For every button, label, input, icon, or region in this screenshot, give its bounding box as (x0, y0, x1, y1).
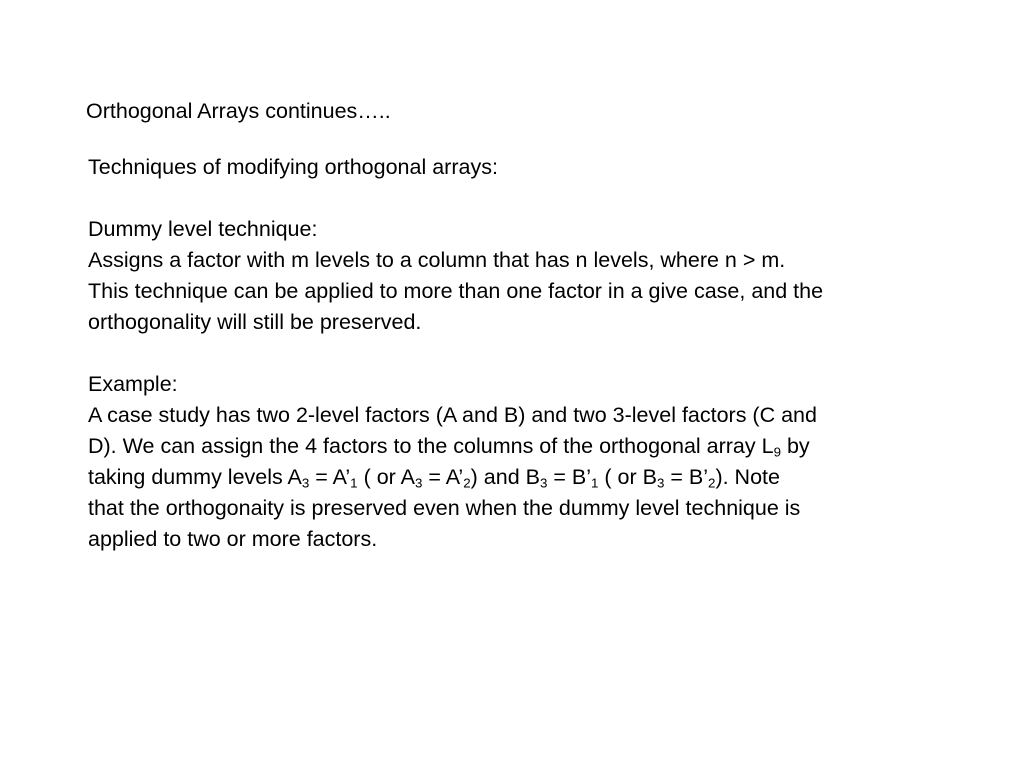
example-line-3-text: = A’ (309, 465, 351, 489)
subscript: 1 (591, 475, 599, 491)
example-line-2 (88, 431, 988, 462)
spacer (88, 183, 988, 214)
subscript: 3 (539, 475, 548, 491)
subscript: 2 (463, 475, 471, 491)
example-line-3-text: ( or A (357, 465, 415, 489)
slide-body (88, 152, 988, 555)
example-line-3-text: = B’ (664, 465, 709, 489)
spacer (88, 338, 988, 369)
example-line-4: that the orthogonaity is preserved even when the dummy level technique is (88, 496, 801, 520)
subscript: 3 (656, 475, 665, 491)
subscript: 9 (773, 444, 781, 460)
example-line-3 (88, 462, 988, 493)
dummy-level-heading: Dummy level technique: (88, 217, 318, 241)
example-line-3-text: ). Note (715, 465, 780, 489)
example-line-3-text: = B’ (547, 465, 592, 489)
example-line-3-text: = A’ (422, 465, 464, 489)
dummy-level-line-3: orthogonality will still be preserved. (88, 310, 422, 334)
dummy-level-line-2: This technique can be applied to more than one factor in a give case, and the (88, 279, 824, 303)
dummy-level-line-1: Assigns a factor with m levels to a column that has n levels, where n > m. (88, 248, 786, 272)
subscript: 1 (350, 475, 358, 491)
example-line-3-text: ) and B (470, 465, 540, 489)
example-line-2-text: D). We can assign the 4 factors to the columns of the orthogonal array L (88, 434, 774, 458)
subscript: 3 (301, 475, 310, 491)
subscript: 3 (414, 475, 423, 491)
slide-title: Orthogonal Arrays continues….. (86, 99, 391, 123)
example-line-5: applied to two or more factors. (88, 527, 378, 551)
section-subtitle: Techniques of modifying orthogonal arrays: (88, 155, 498, 179)
example-line-3-text: ( or B (598, 465, 657, 489)
example-line-2-text: by (781, 434, 810, 458)
example-line-3-text: taking dummy levels A (88, 465, 302, 489)
example-line-1: A case study has two 2-level factors (A and B) and two 3-level factors (C and (88, 403, 817, 427)
example-heading: Example: (88, 372, 178, 396)
subscript: 2 (708, 475, 716, 491)
